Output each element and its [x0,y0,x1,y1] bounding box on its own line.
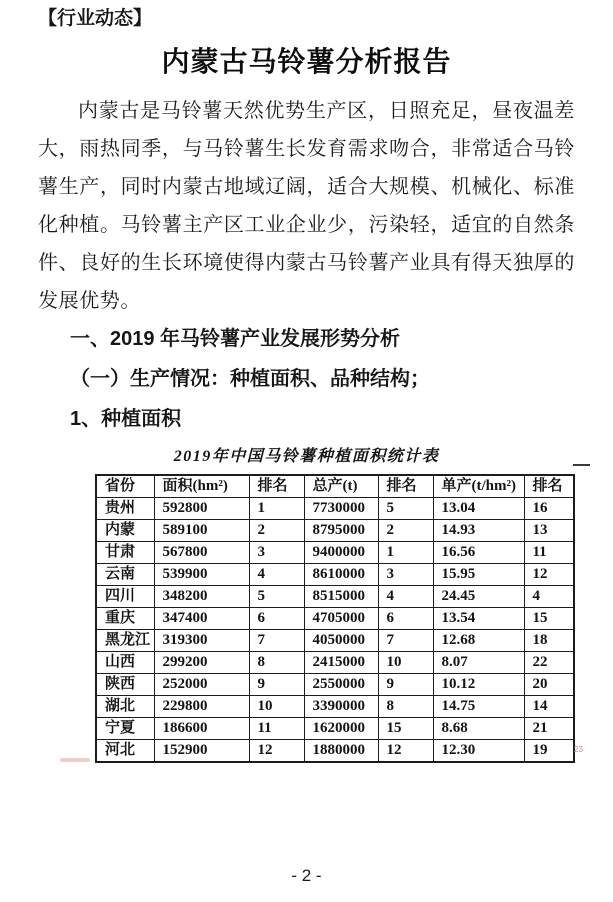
table-cell: 348200 [154,586,249,608]
table-cell: 6 [378,608,433,630]
table-cell: 24.45 [433,586,524,608]
table-row [96,718,574,740]
table-cell: 12 [249,740,304,763]
table-cell: 299200 [154,652,249,674]
column-header: 排名 [378,475,433,498]
table-row [96,630,574,652]
column-header: 单产(t/hm²) [433,475,524,498]
page-title: 内蒙古马铃薯分析报告 [161,47,452,78]
table-cell: 347400 [154,608,249,630]
column-header: 排名 [249,475,304,498]
column-header: 面积(hm²) [154,475,249,498]
heading-industry-analysis: 一、2019 年马铃薯产业发展形势分析 [70,328,401,350]
table-cell: 6 [249,608,304,630]
table-cell: 8.07 [433,652,524,674]
table-cell: 1880000 [304,740,378,763]
table-cell: 4 [378,586,433,608]
column-header: 总产(t) [304,475,378,498]
table-cell: 12.68 [433,630,524,652]
table-cell: 重庆 [96,608,154,630]
table-cell: 539900 [154,564,249,586]
table-row [96,674,574,696]
table-cell: 2415000 [304,652,378,674]
table-cell: 9 [249,674,304,696]
table-cell: 4050000 [304,630,378,652]
table-cell: 8 [249,652,304,674]
table-cell: 2550000 [304,674,378,696]
table-cell: 内蒙 [96,520,154,542]
table-cell: 8515000 [304,586,378,608]
table-cell: 15.95 [433,564,524,586]
table-row [96,696,574,718]
table-cell: 4 [524,586,574,608]
table-cell: 7 [249,630,304,652]
table-cell: 四川 [96,586,154,608]
table-cell: 12 [524,564,574,586]
table-cell: 8610000 [304,564,378,586]
statistics-table [95,474,575,763]
table-cell: 1 [249,498,304,520]
table-cell: 18 [524,630,574,652]
table-row [96,498,574,520]
table-cell: 3 [249,542,304,564]
table-cell: 319300 [154,630,249,652]
table-title: 2019年中国马铃薯种植面积统计表 [173,448,440,465]
table-cell: 19 [524,740,574,763]
table-cell: 4705000 [304,608,378,630]
table-cell: 10.12 [433,674,524,696]
table-row [96,542,574,564]
table-cell: 229800 [154,696,249,718]
table-cell: 12 [378,740,433,763]
page-number: - 2 - [291,866,322,885]
table-border-artifact [573,464,590,466]
column-header: 排名 [524,475,574,498]
table-cell: 3 [378,564,433,586]
scan-smudge-artifact [60,758,90,762]
table-cell: 云南 [96,564,154,586]
table-row [96,564,574,586]
table-cell: 山西 [96,652,154,674]
table-cell: 13 [524,520,574,542]
heading-planting-area: 1、种植面积 [70,408,182,430]
table-cell: 1 [378,542,433,564]
table-cell: 14.93 [433,520,524,542]
table-cell: 8795000 [304,520,378,542]
table-body [96,498,574,763]
table-cell: 11 [249,718,304,740]
table-cell: 21 [524,718,574,740]
table-cell: 252000 [154,674,249,696]
table-cell: 7 [378,630,433,652]
scan-number-artifact: 23 [574,745,583,754]
table-cell: 9 [378,674,433,696]
table-cell: 13.54 [433,608,524,630]
table-cell: 12.30 [433,740,524,763]
table-cell: 5 [249,586,304,608]
table-cell: 22 [524,652,574,674]
table-cell: 4 [249,564,304,586]
table-cell: 9400000 [304,542,378,564]
table-row [96,740,574,763]
table-cell: 3390000 [304,696,378,718]
table-row [96,652,574,674]
table-cell: 10 [378,652,433,674]
table-cell: 陕西 [96,674,154,696]
table-row [96,586,574,608]
table-cell: 186600 [154,718,249,740]
table-cell: 14.75 [433,696,524,718]
table-header-row [96,475,574,498]
table-cell: 8.68 [433,718,524,740]
table-cell: 1620000 [304,718,378,740]
table-cell: 河北 [96,740,154,763]
section-tag: 【行业动态】 [38,8,153,29]
table-cell: 16 [524,498,574,520]
table-cell: 11 [524,542,574,564]
table-cell: 152900 [154,740,249,763]
table-cell: 2 [249,520,304,542]
table-cell: 2 [378,520,433,542]
table-cell: 20 [524,674,574,696]
table-cell: 10 [249,696,304,718]
table-row [96,520,574,542]
table-cell: 14 [524,696,574,718]
table-cell: 567800 [154,542,249,564]
table-cell: 8 [378,696,433,718]
table-cell: 15 [378,718,433,740]
table-cell: 宁夏 [96,718,154,740]
table-cell: 589100 [154,520,249,542]
table-cell: 黑龙江 [96,630,154,652]
table-cell: 5 [378,498,433,520]
table-row [96,608,574,630]
table-cell: 甘肃 [96,542,154,564]
table-cell: 592800 [154,498,249,520]
table-cell: 16.56 [433,542,524,564]
heading-production-situation: （一）生产情况：种植面积、品种结构； [70,368,430,390]
table-cell: 贵州 [96,498,154,520]
column-header: 省份 [96,475,154,498]
body-paragraph: 内蒙古是马铃薯天然优势生产区，日照充足，昼夜温差大，雨热同季，与马铃薯生长发育需求吻合，非常适合马铃薯生产，同时内蒙古地域辽阔，适合大规模、机械化、标准化种植。马铃薯主产区工业企业少，污染轻，适宜的自然条件、良好的生长环境使得内蒙古马铃薯产业具有得天独厚的发展优势。 [38,100,575,312]
table-cell: 13.04 [433,498,524,520]
table-cell: 湖北 [96,696,154,718]
table-cell: 15 [524,608,574,630]
table-cell: 7730000 [304,498,378,520]
